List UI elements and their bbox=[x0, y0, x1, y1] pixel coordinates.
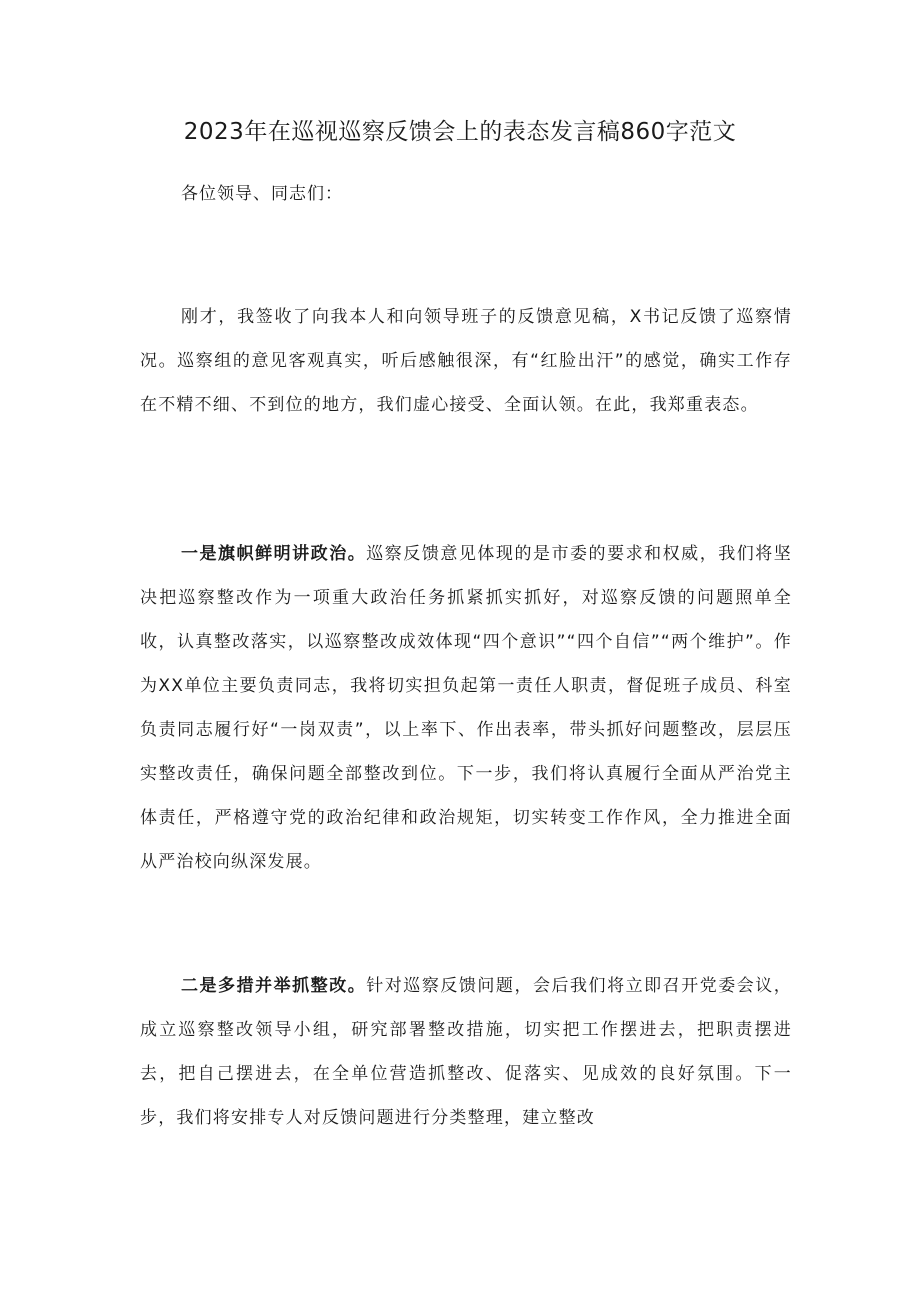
paragraph-opening bbox=[140, 295, 792, 427]
paragraph-point-one bbox=[140, 532, 792, 884]
paragraph-text: 巡察反馈意见体现的是市委的要求和权威，我们将坚决把巡察整改作为一项重大政治任务抓紧抓实抓好，对巡察反馈的问题照单全收，认真整改落实，以巡察整改成效体现“四个意识”“四个自信”“两个维护”。作为XX单位主要负责同志，我将切实担负起第一责任人职责，督促班子成员、科室负责同志履行好“一岗双责”，以上率下、作出表率，带头抓好问题整改，层层压实整改责任，确保问题全部整改到位。下一步，我们将认真履行全面从严治党主体责任，严格遵守党的政治纪律和政治规矩，切实转变工作作风，全力推进全面从严治校向纵深发展。 bbox=[140, 544, 792, 872]
document-title: 2023年在巡视巡察反馈会上的表态发言稿860字范文 bbox=[183, 119, 737, 145]
paragraph-text: 针对巡察反馈问题，会后我们将立即召开党委会议，成立巡察整改领导小组，研究部署整改措施，切实把工作摆进去，把职责摆进去，把自己摆进去，在全单位营造抓整改、促落实、见成效的良好氛围。下一步，我们将安排专人对反馈问题进行分类整理，建立整改 bbox=[140, 976, 792, 1128]
paragraph-point-two bbox=[140, 964, 792, 1140]
paragraph-lead: 二是多措并举抓整改。 bbox=[181, 976, 367, 996]
paragraph-text: 刚才，我签收了向我本人和向领导班子的反馈意见稿，X书记反馈了巡察情况。巡察组的意见客观真实，听后感触很深，有“红脸出汗”的感觉，确实工作存在不精不细、不到位的地方，我们虚心接受、全面认领。在此，我郑重表态。 bbox=[140, 307, 792, 415]
salutation: 各位领导、同志们： bbox=[181, 184, 343, 204]
paragraph-lead: 一是旗帜鲜明讲政治。 bbox=[181, 544, 367, 564]
